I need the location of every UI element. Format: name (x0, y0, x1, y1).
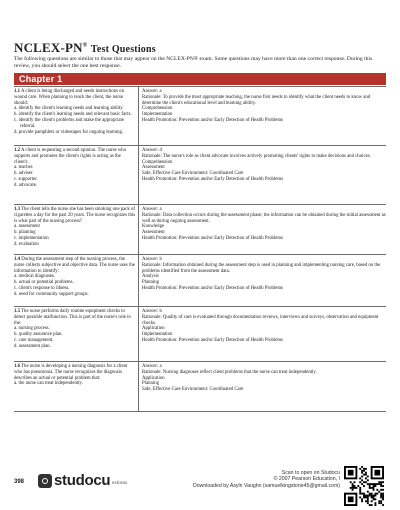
question-number: 1.4 (14, 257, 20, 262)
question-tag: Assessment (142, 165, 165, 171)
correct-answer: Answer: a (142, 207, 162, 212)
question-stem (14, 148, 136, 165)
question-text: The nurse performs daily routine equipment checks to detect possible malfunction. This is part of the nurse's role in the: (14, 309, 131, 326)
question-stem (14, 207, 136, 224)
answer-option: a. identify the client's learning needs and learning ability. (14, 106, 124, 112)
answer-option: a. assessment (14, 224, 40, 230)
column-divider (138, 146, 139, 205)
footer-trailing-text: estions (112, 480, 128, 486)
rationale: Rationale: Quality of care is evaluated through documentation reviews, interviews and surveys, observation and equipment checks. (142, 314, 379, 326)
title-registered-mark: ® (82, 42, 88, 49)
question-tag: Health Promotion: Prevention and/or Early Detection of Health Problems (142, 337, 283, 343)
footer-scan-line[interactable]: Scan to open on Studocu (281, 470, 340, 476)
answer-option: c. supporter. (14, 176, 38, 182)
question-cell (14, 148, 136, 189)
question-tag: Application (142, 326, 165, 332)
column-divider (138, 205, 139, 255)
answer-option: c. identify the client's problems and make the appropriate referral. (14, 117, 124, 129)
question-cell (14, 89, 136, 135)
rationale: Rationale: Information obtained during the assessment step is used in planning and implementing nursing care, based on the problems identified from the assessment data. (142, 262, 381, 274)
question-tag: Comprehension (142, 159, 173, 165)
question-tag: Assessment (142, 230, 165, 236)
answer-option: c. client's response to illness. (14, 285, 70, 291)
question-text: A client is requesting a second opinion. The nurse who supports and promotes the client's rights is acting as the client's: (14, 148, 127, 165)
question-row (14, 86, 386, 146)
question-tag: Implementation (142, 332, 173, 338)
question-text: During the assessment step of the nursing process, the nurse collects subjective and objective data. The nurse uses the information to identify: (14, 257, 135, 274)
correct-answer: Answer: a (142, 364, 162, 369)
question-tag: Safe, Effective Care Environment: Coordinated Care (142, 387, 244, 393)
question-row (14, 204, 386, 255)
answer-option: b. identify the client's learning needs and relevant basic facts. (14, 112, 132, 118)
question-text: A client is being discharged and needs instructions on wound care. When planning to teach the client, the nurse should: (14, 89, 124, 106)
question-tag: Analysis (142, 274, 159, 280)
question-tag: Comprehension (142, 106, 173, 112)
rationale: Rationale: Data collection occurs during the assessment phase; the information can be obtained during the initial assessment as well as during ongoing assessment. (142, 212, 386, 224)
question-tag: Planning (142, 381, 160, 387)
question-tag: Health Promotion: Prevention and/or Early Detection of Health Problems (142, 176, 283, 182)
page-number: 398 (14, 479, 25, 485)
rationale: Rationale: To provide the most appropriate teaching, the nurse first needs to identify what the client needs to know and determine the client's educational level and learning ability. (142, 94, 371, 106)
footer-downloaded-line: Downloaded by Asyln Vaughn (samuelkingstone45@gmail.com) (192, 482, 340, 489)
studocu-logo-text: studocu (54, 472, 111, 489)
question-row (14, 361, 386, 412)
question-tag: Knowledge (142, 224, 165, 230)
rationale: Rationale: Nursing diagnoses reflect client problems that the nurse can treat independently. (142, 369, 317, 375)
answer-option: c. care management. (14, 337, 54, 343)
answer-option: a. medical diagnoses. (14, 274, 56, 280)
answer-option: c. implementation (14, 235, 49, 241)
answer-cell (142, 364, 386, 393)
footer-download-info (170, 470, 340, 489)
question-number: 1.3 (14, 207, 20, 212)
question-number: 1.2 (14, 148, 20, 153)
answer-option: b. quality assurance plan. (14, 332, 63, 338)
answer-option: d. assessment plan. (14, 343, 51, 349)
question-number: 1.6 (14, 364, 20, 369)
qr-code-icon[interactable] (344, 466, 384, 506)
question-stem (14, 364, 136, 381)
answer-option: a. the nurse can treat independently. (14, 381, 83, 387)
question-text: The client tells the nurse she has been smoking one pack of cigarettes a day for the past 20 years. The nurse recognizes this is what part of the nursing process? (14, 207, 136, 224)
answer-cell (142, 309, 386, 344)
answer-option: b. planning (14, 230, 36, 236)
column-divider (138, 87, 139, 146)
question-cell (14, 309, 136, 350)
studocu-logo-icon (38, 474, 52, 488)
question-tag: Health Promotion: Prevention and/or Early Detection of Health Problems (142, 117, 283, 123)
title-subtitle: Test Questions (90, 44, 156, 55)
question-row (14, 254, 386, 307)
question-cell (14, 207, 136, 248)
studocu-logo[interactable] (38, 472, 110, 489)
question-stem (14, 257, 136, 274)
question-table (14, 86, 386, 468)
correct-answer: Answer: a (142, 89, 162, 94)
question-row (14, 306, 386, 362)
correct-answer: Answer: b (142, 257, 162, 262)
chapter-label: Chapter 1 (19, 74, 63, 84)
question-stem (14, 89, 136, 106)
answer-option: b. actual or potential problems. (14, 280, 74, 286)
question-tag: Health Promotion: Prevention and/or Early Detection of Health Problems (142, 235, 283, 241)
intro-paragraph: The following questions are similar to those that may appear on the NCLEX-PN® exam. Some questions may have more than one correct response. During this review, you should select the one best response. (14, 56, 373, 70)
question-number: 1.1 (14, 89, 20, 94)
answer-option: d. advocate. (14, 182, 38, 188)
answer-cell (142, 148, 386, 183)
question-tag: Implementation (142, 112, 173, 118)
answer-option: a. teacher. (14, 165, 34, 171)
title-main: NCLEX-PN (14, 40, 83, 55)
question-tag: Planning (142, 280, 160, 286)
footer-copyright-line: © 2007 Pearson Education, I (273, 476, 340, 483)
answer-option: d. need for community support groups. (14, 291, 89, 297)
question-stem (14, 309, 136, 326)
column-divider (138, 307, 139, 362)
rationale: Rationale: The nurse's role as client advocate involves actively promoting clients' rights to make decisions and choices. (142, 153, 371, 159)
question-cell (14, 364, 136, 387)
question-text: The nurse is developing a nursing diagnosis for a client who has pneumonia. The nurse recognizes the diagnosis describes an actual or potential problem that: (14, 364, 128, 381)
column-divider (138, 362, 139, 411)
answer-option: b. adviser. (14, 171, 34, 177)
correct-answer: Answer: b (142, 309, 162, 314)
answer-cell (142, 257, 386, 292)
answer-option: a. nursing process. (14, 326, 50, 332)
answer-cell (142, 207, 386, 242)
answer-option: d. evaluation (14, 241, 39, 247)
question-tag: Health Promotion: Prevention and/or Early Detection of Health Problems (142, 285, 283, 291)
chapter-banner (14, 73, 386, 85)
question-tag: Safe, Effective Care Environment: Coordinated Care (142, 171, 244, 177)
question-cell (14, 257, 136, 298)
question-row (14, 145, 386, 205)
question-tag: Application (142, 375, 165, 381)
answer-cell (142, 89, 386, 124)
page-title (14, 40, 156, 56)
correct-answer: Answer: d (142, 148, 162, 153)
column-divider (138, 255, 139, 307)
answer-option: d. provide pamphlets or videotapes for ongoing learning. (14, 129, 124, 135)
question-number: 1.5 (14, 309, 20, 314)
